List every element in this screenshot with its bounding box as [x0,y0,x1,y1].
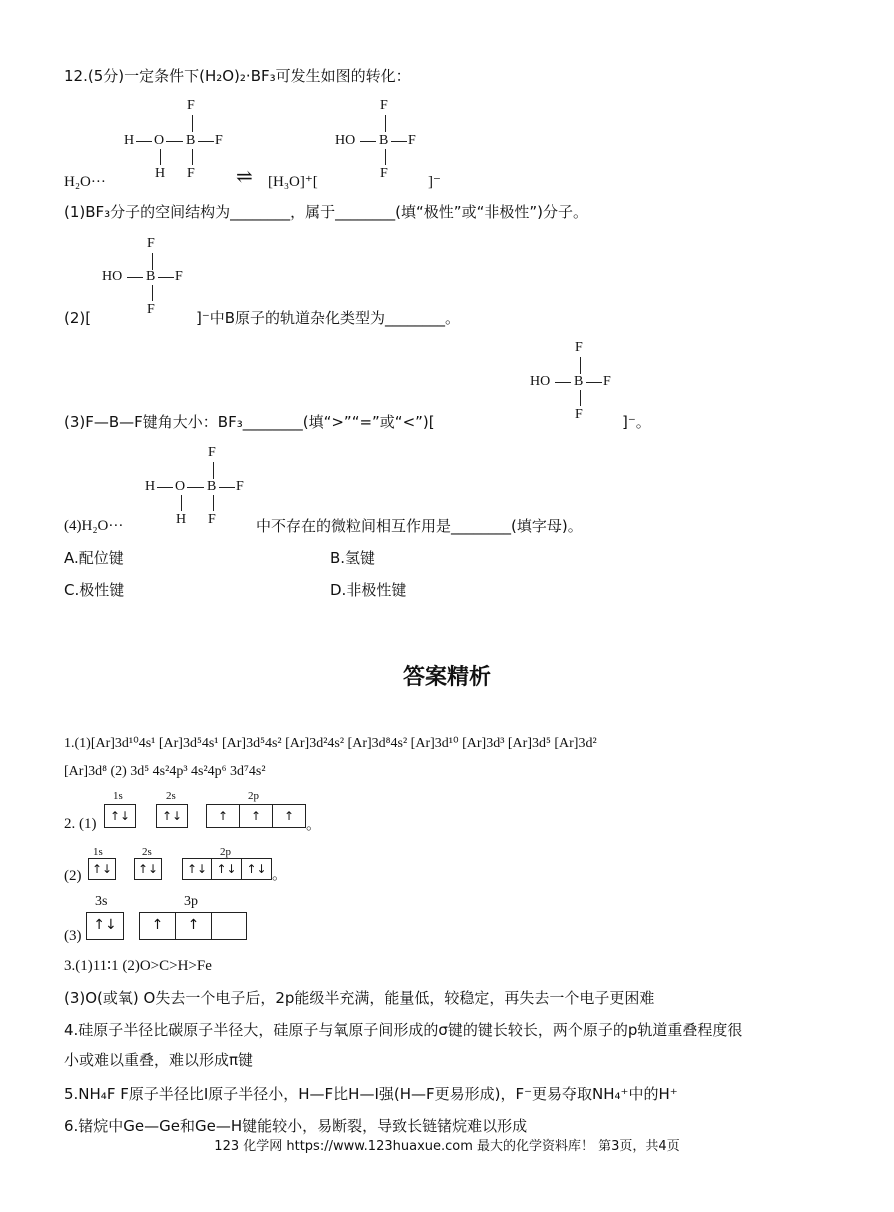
orbital-electron: ↑ [187,917,200,933]
atom-h: H [145,479,156,494]
structure-h2o-bf3 [124,98,234,188]
page-footer: 123 化学网 https://www.123huaxue.com 最大的化学资料库！ 第3页，共4页 [214,1139,680,1154]
option-a: A.配位键 [64,549,124,567]
atom-h-bottom: H [176,512,187,527]
orbital-electrons: ↑↓ [246,862,267,876]
equilibrium-arrow: ⇌ [236,164,253,188]
product-suffix: ]⁻ [428,174,441,190]
orbital-electron: ↑ [151,917,164,933]
orbital-box-2s [134,858,162,880]
orbital-electrons: ↑↓ [186,862,208,876]
question-12-2-post: ]⁻中B原子的轨道杂化类型为________。 [196,309,461,327]
answer-2-1-label: 2. (1) [64,816,97,832]
atom-f-bottom: F [575,407,583,422]
orbital-electrons: ↑↓ [91,862,113,876]
atom-h: H [124,133,135,148]
answer-3-1: 3.(1)11∶1 (2)O>C>H>Fe [64,958,212,974]
atom-f-top: F [208,445,216,460]
orbital-box-2p [206,804,306,828]
question-12-stem: 12.(5分)一定条件下(H₂O)₂·BF₃可发生如图的转化： [64,67,411,85]
structure-hobf3-q2 [102,236,192,326]
atom-f-bottom: F [208,512,216,527]
atom-b: B [186,133,196,148]
atom-b: B [146,269,156,284]
atom-ho: HO [530,374,551,389]
answer-4-line1: 4.硅原子半径比碳原子半径大，硅原子与氧原子间形成的σ键的键长较长，两个原子的p轨道重叠程度很 [64,1021,743,1039]
orbital-label-2s: 2s [166,790,176,802]
product-prefix: [H₃O]⁺[ [268,174,318,190]
orbital-box-3p [139,912,247,940]
orbital-box-2p [182,858,272,880]
answer-1-line2: [Ar]3d⁸ (2) 3d⁵ 4s²4p³ 4s²4p⁶ 3d⁷4s² [64,764,266,779]
atom-f-bottom: F [380,166,388,181]
answer-3-3: (3)O(或氧) O失去一个电子后，2p能级半充满，能量低，较稳定，再失去一个电子更困难 [64,989,655,1007]
reactant-h2o: H₂O··· [64,174,106,190]
atom-f-right: F [603,374,611,389]
atom-f-top: F [380,98,388,113]
orbital-electrons: ↑↓ [109,809,131,823]
atom-f-top: F [187,98,195,113]
structure-hobf3-q3 [530,340,620,430]
orbital-box-1s [104,804,136,828]
atom-f-bottom: F [147,302,155,317]
orbital-electron: ↑ [250,809,262,823]
orbital-label-3s: 3s [95,894,108,909]
atom-ho: HO [335,133,356,148]
orbital-box-3s [86,912,124,940]
atom-f-right: F [408,133,416,148]
answer-5: 5.NH₄F F原子半径比I原子半径小，H—F比H—I强(H—F更易形成)，F⁻更易夺取NH₄⁺中的H⁺ [64,1085,678,1103]
atom-f-right: F [215,133,223,148]
atom-b: B [379,133,389,148]
answer-2-3-label: (3) [64,928,82,944]
orbital-electrons: ↑↓ [161,809,183,823]
option-c: C.极性键 [64,581,125,599]
atom-h-bottom: H [155,166,166,181]
atom-f-right: F [175,269,183,284]
answer-2-1-period: 。 [306,815,322,833]
atom-ho: HO [102,269,123,284]
structure-hobf3 [335,98,425,188]
orbital-electrons: ↑↓ [137,862,159,876]
orbital-label-1s: 1s [93,846,103,858]
answers-title: 答案精析 [402,665,491,690]
orbital-label-2s: 2s [142,846,152,858]
atom-f-top: F [147,236,155,251]
answer-4-line2: 小或难以重叠，难以形成π键 [64,1051,254,1069]
orbital-box-1s [88,858,116,880]
orbital-electrons: ↑↓ [93,917,117,933]
question-12-4-post: 中不存在的微粒间相互作用是________(填字母)。 [256,517,583,535]
atom-f-right: F [236,479,244,494]
answer-2-2-period: 。 [272,865,288,883]
question-12-4-pre: (4)H₂O··· [64,518,124,534]
structure-h2o-bf3-q4 [145,445,255,535]
question-12-2-pre: (2)[ [64,309,92,327]
orbital-label-1s: 1s [113,790,123,802]
atom-b: B [574,374,584,389]
option-d: D.非极性键 [330,581,407,599]
answer-2-2-label: (2) [64,868,82,884]
atom-o: O [175,479,186,494]
atom-b: B [207,479,217,494]
atom-o: O [154,133,165,148]
orbital-electron: ↑ [283,809,295,823]
answer-6: 6.锗烷中Ge—Ge和Ge—H键能较小，易断裂，导致长链锗烷难以形成 [64,1117,528,1135]
question-12-3-pre: (3)F—B—F键角大小：BF₃________(填“>”“=”或“<”)[ [64,413,435,431]
orbital-label-2p: 2p [248,790,259,802]
orbital-box-2s [156,804,188,828]
orbital-label-3p: 3p [184,894,198,909]
question-12-3-post: ]⁻。 [622,413,651,431]
option-b: B.氢键 [330,549,376,567]
atom-f-top: F [575,340,583,355]
answer-1-line1: 1.(1)[Ar]3d¹⁰4s¹ [Ar]3d⁵4s¹ [Ar]3d⁵4s² [Ar]3d²4s² [Ar]3d⁸4s² [Ar]3d¹⁰ [Ar]3d³ [Ar]3d⁵ [Ar]3d² [64,736,597,751]
orbital-label-2p: 2p [220,846,231,858]
orbital-electron: ↑ [217,809,229,823]
question-12-1: (1)BF₃分子的空间结构为________，属于________(填“极性”或“非极性”)分子。 [64,203,588,221]
orbital-electrons: ↑↓ [216,862,237,876]
atom-f-bottom: F [187,166,195,181]
